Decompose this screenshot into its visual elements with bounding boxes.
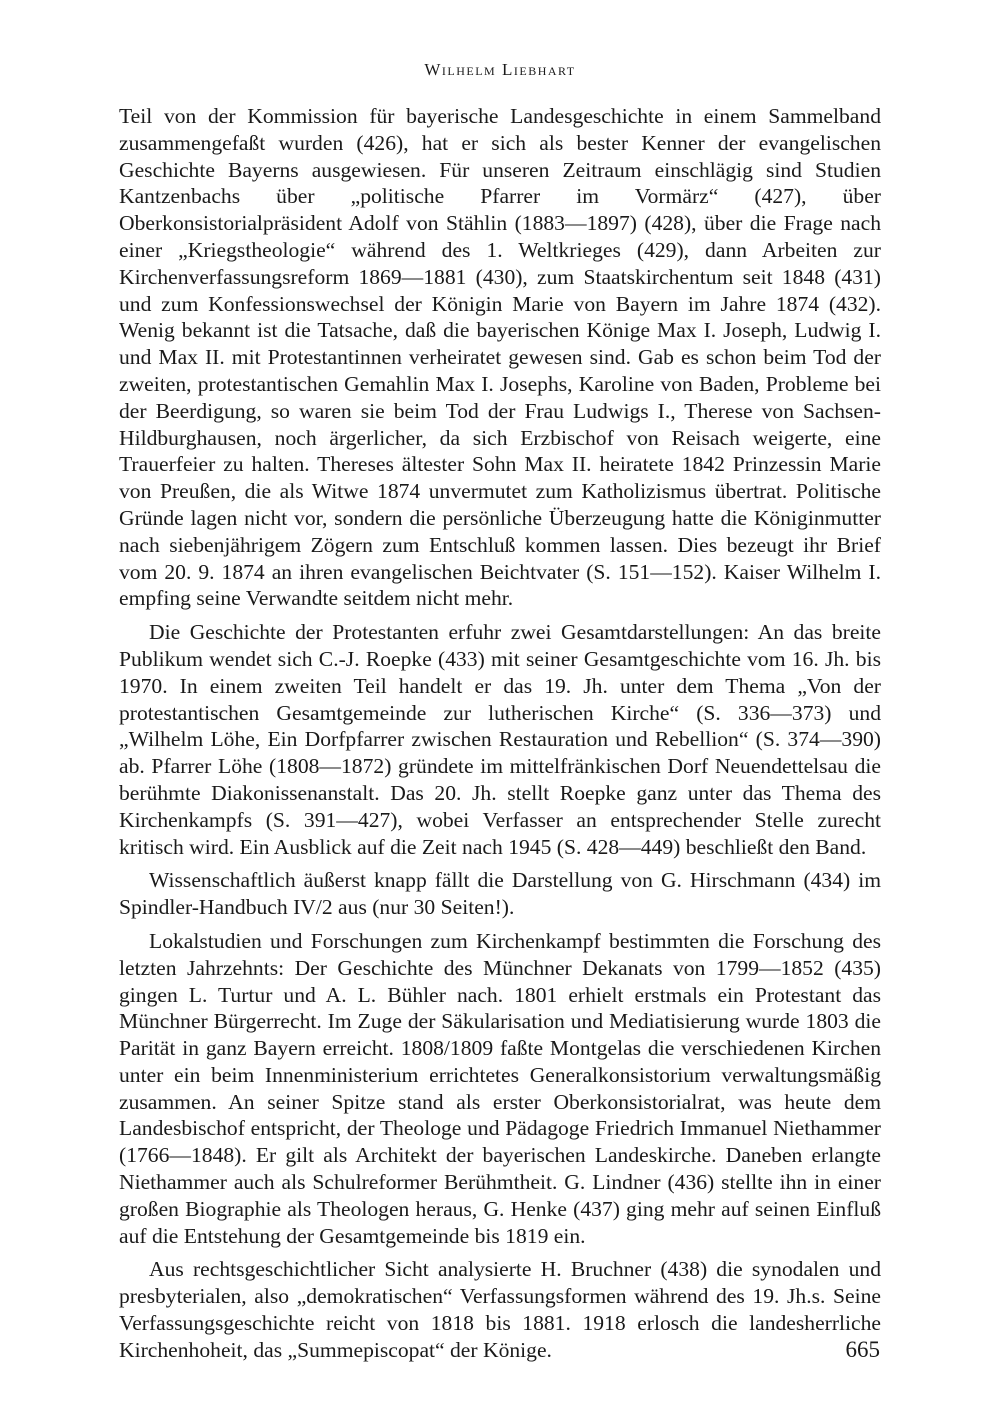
paragraph: Aus rechtsgeschichtlicher Sicht analysierte H. Bruchner (438) die synodalen und presbyterialen, also „demokratischen“ Verfassungsformen während des 19. Jh.s. Seine Verfassungsgeschichte reicht von 1818 bis 1881. 1918 erlosch die landesherrliche Kirchenhoheit, das „Summepiscopat“ der Könige. — [119, 1257, 881, 1362]
page-number: 665 — [845, 1337, 880, 1362]
paragraph: Lokalstudien und Forschungen zum Kirchenkampf bestimmten die Forschung des letzten Jahrzehnts: Der Geschichte des Münchner Dekanats von 1799—1852 (435) gingen L. Turtur und A. L. Bühler nach. 1801 erhielt erstmals ein Protestant das Münchner Bürgerrecht. Im Zuge der Säkularisation und Mediatisierung wurde 1803 die Parität in ganz Bayern erreicht. 1808/1809 faßte Montgelas die verschiedenen Kirchen unter ein beim Innenministerium errichtetes Generalkonsistorium verwaltungsmäßig zusammen. An seiner Spitze stand als erster Oberkonsistorialrat, was heute dem Landesbischof entspricht, der Theologe und Pädagoge Friedrich Immanuel Niethammer (1766—1848). Er gilt als Architekt der bayerischen Landeskirche. Daneben erlangte Niethammer auch als Schulreformer Berühmtheit. G. Lindner (436) stellte ihn in einer großen Biographie als Theologen heraus, G. Henke (437) ging mehr auf seinen Einfluß auf die Entstehung der Gesamtgemeinde bis 1819 ein. — [119, 928, 881, 1248]
body-text — [119, 103, 881, 1364]
paragraph: Teil von der Kommission für bayerische Landesgeschichte in einem Sammelband zusammengefaßt wurden (426), hat er sich als bester Kenner der evangelischen Geschichte Bayerns ausgewiesen. Für unseren Zeitraum einschlägig sind Studien Kantzenbachs über „politische Pfarrer im Vormärz“ (427), über Oberkonsistorialpräsident Adolf von Stählin (1883—1897) (428), über die Frage nach einer „Kriegstheologie“ während des 1. Weltkrieges (429), dann Arbeiten zur Kirchenverfassungsreform 1869—1881 (430), zum Staatskirchentum seit 1848 (431) und zum Konfessionswechsel der Königin Marie von Bayern im Jahre 1874 (432). Wenig bekannt ist die Tatsache, daß die bayerischen Könige Max I. Joseph, Ludwig I. und Max II. mit Protestantinnen verheiratet gewesen sind. Gab es schon beim Tod der zweiten, protestantischen Gemahlin Max I. Josephs, Karoline von Baden, Probleme bei der Beerdigung, so waren sie beim Tod der Frau Ludwigs I., Therese von Sachsen-Hildburghausen, noch ärgerlicher, da sich Erzbischof von Reisach weigerte, eine Trauerfeier zu halten. Thereses ältester Sohn Max II. heiratete 1842 Prinzessin Marie von Preußen, die als Witwe 1874 unvermutet zum Katholizismus übertrat. Politische Gründe lagen nicht vor, sondern die persönliche Überzeugung hatte die Königinmutter nach siebenjährigem Zögern zum Entschluß kommen lassen. Dies bezeugt ihr Brief vom 20. 9. 1874 an ihren evangelischen Beichtvater (S. 151—152). Kaiser Wilhelm I. empfing seine Verwandte seitdem nicht mehr. — [119, 104, 881, 611]
running-head: Wilhelm Liebhart — [424, 60, 576, 79]
paragraph: Die Geschichte der Protestanten erfuhr zwei Gesamtdarstellungen: An das breite Publikum wendet sich C.-J. Roepke (433) mit seiner Gesamtgeschichte vom 16. Jh. bis 1970. In einem zweiten Teil handelt er das 19. Jh. unter dem Thema „Von der protestantischen Gesamtgemeinde zur lutherischen Kirche“ (S. 336—373) und „Wilhelm Löhe, Ein Dorfpfarrer zwischen Restauration und Rebellion“ (S. 374—390) ab. Pfarrer Löhe (1808—1872) gründete im mittelfränkischen Dorf Neuendettelsau die berühmte Diakonissenanstalt. Das 20. Jh. stellt Roepke ganz unter das Thema des Kirchenkampfs (S. 391—427), wobei Verfasser an entsprechender Stelle zurecht kritisch wird. Ein Ausblick auf die Zeit nach 1945 (S. 428—449) beschließt den Band. — [119, 620, 881, 859]
paragraph: Wissenschaftlich äußerst knapp fällt die Darstellung von G. Hirschmann (434) im Spindler-Handbuch IV/2 aus (nur 30 Seiten!). — [119, 868, 881, 920]
